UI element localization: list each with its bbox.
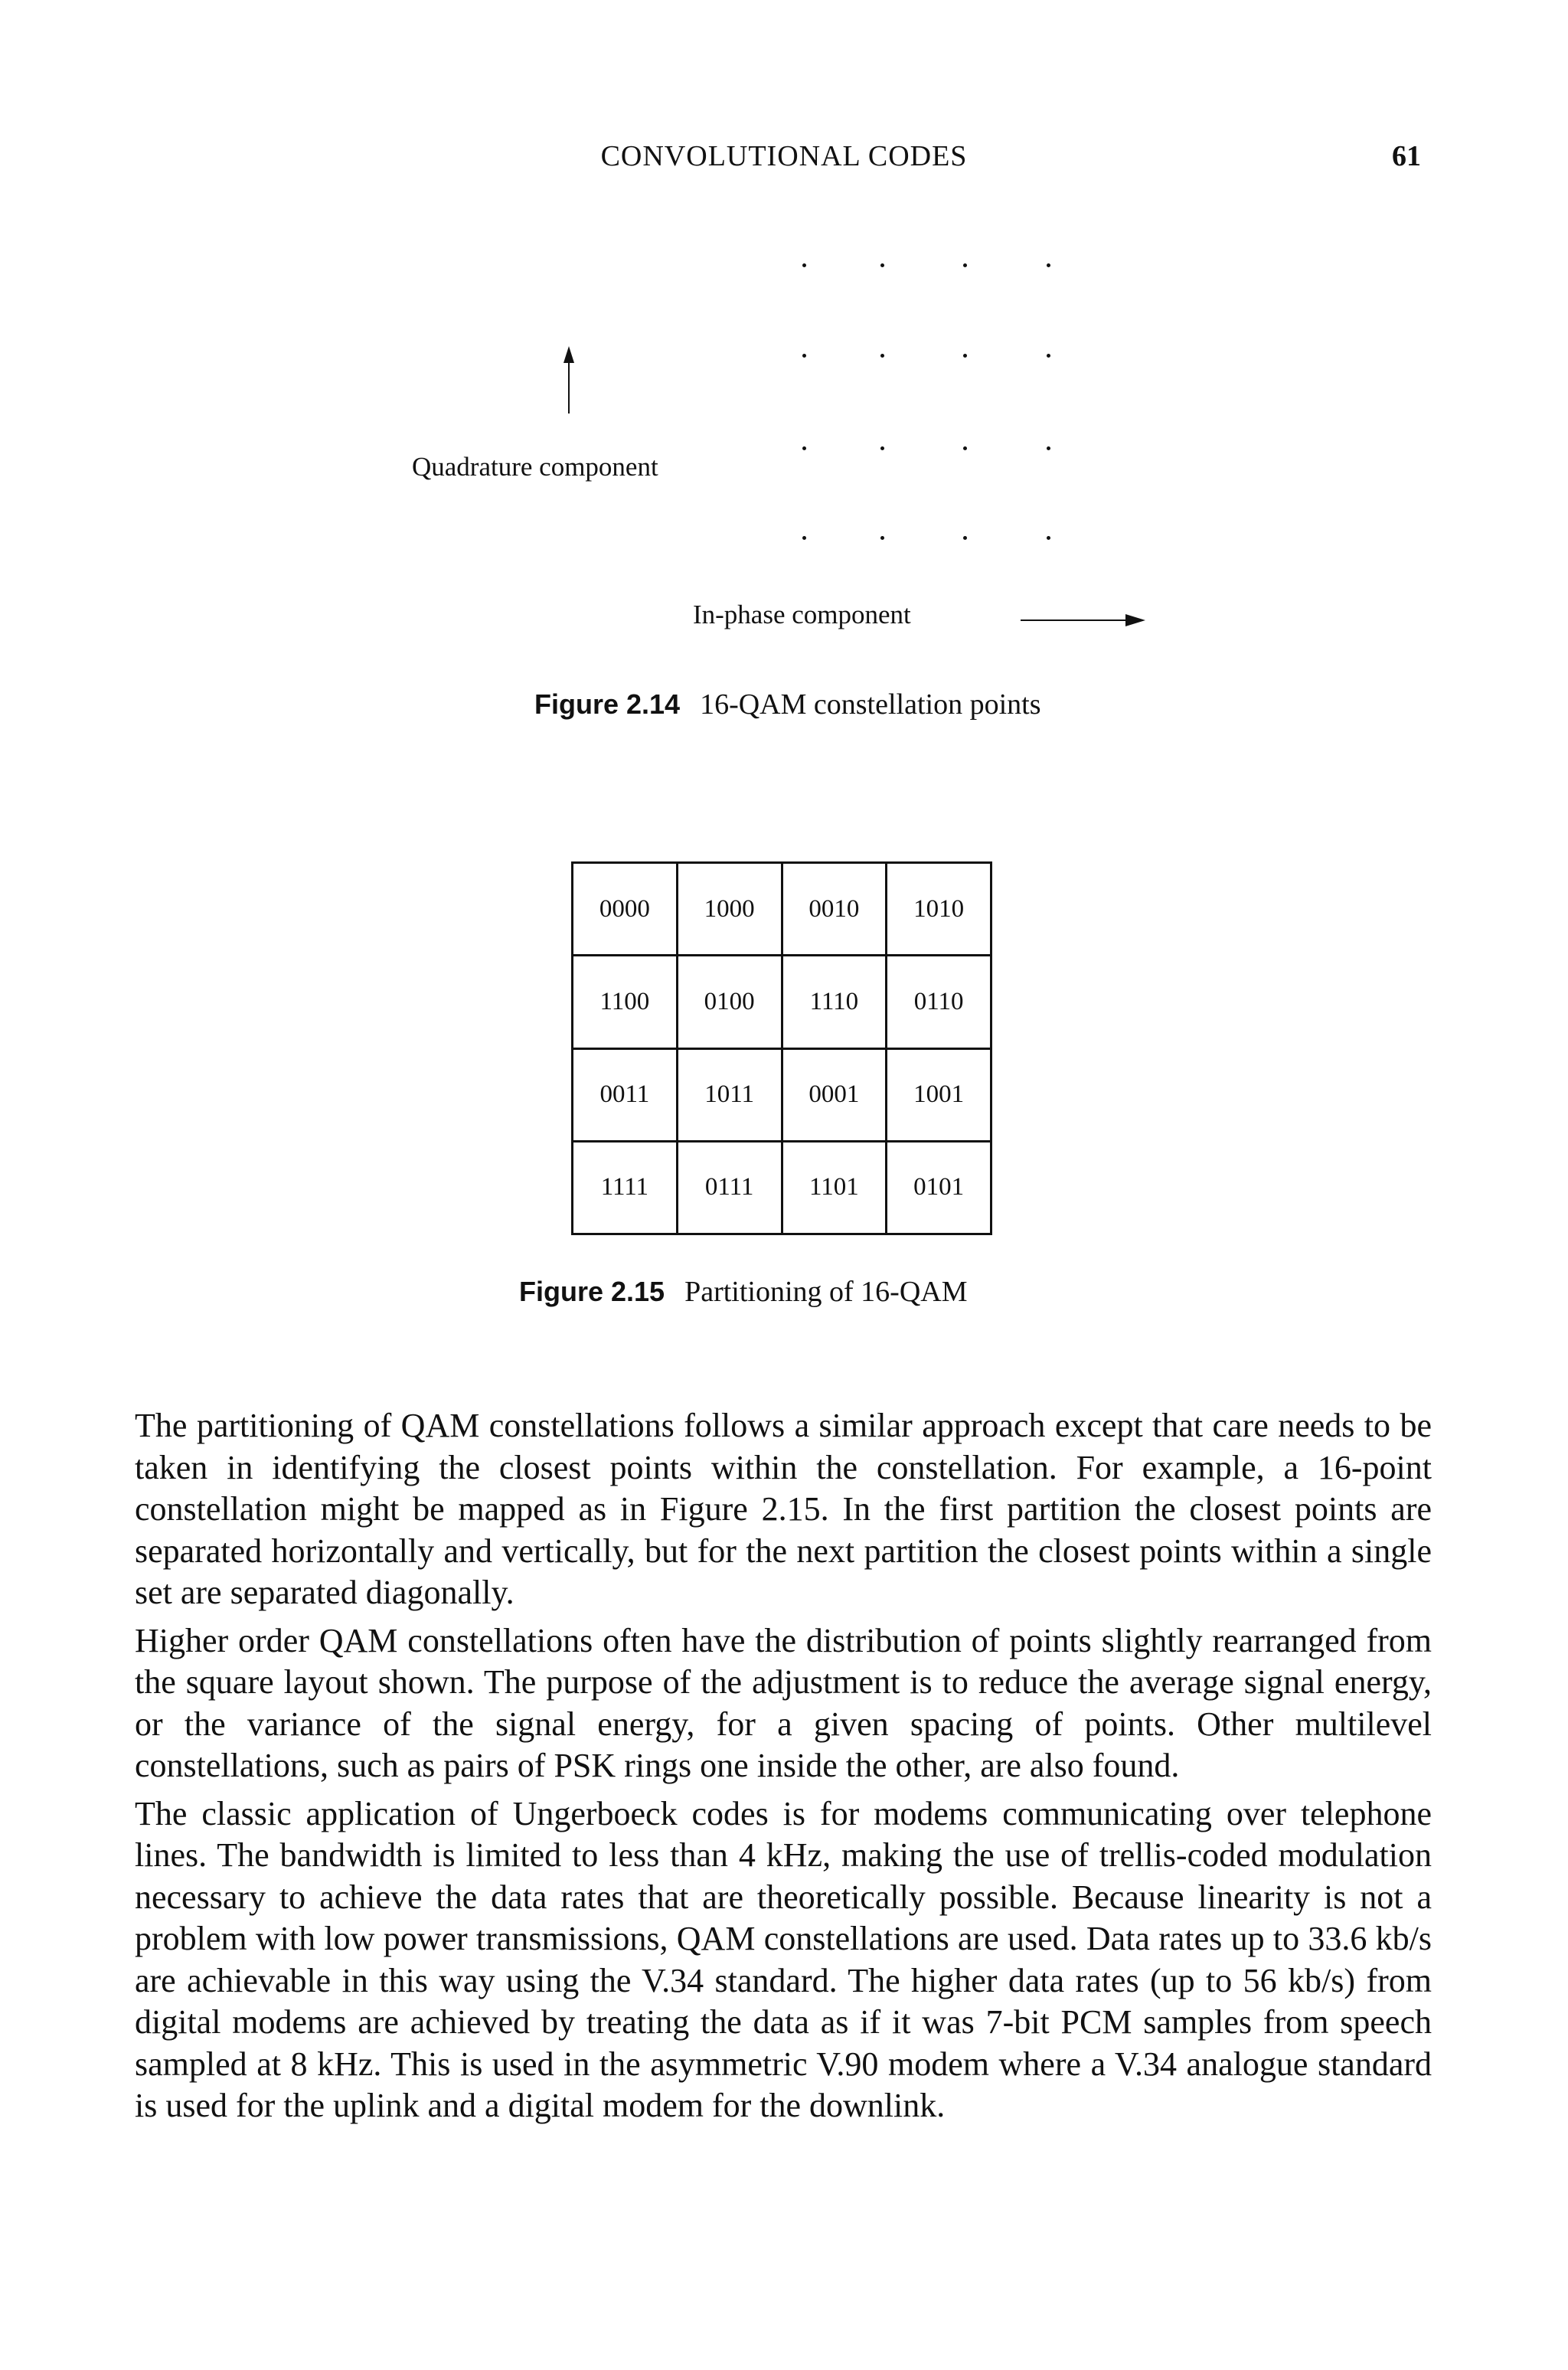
inphase-label: In-phase component <box>693 600 911 629</box>
running-title: CONVOLUTIONAL CODES <box>600 140 968 172</box>
constellation-point <box>1047 536 1050 540</box>
constellation-point <box>1047 263 1050 267</box>
right-arrow-icon <box>1125 614 1145 626</box>
constellation-point <box>880 263 884 267</box>
constellation-point <box>802 446 806 450</box>
grid-cell: 0011 <box>573 1048 678 1141</box>
grid-cell: 1100 <box>573 956 678 1048</box>
quadrature-label: Quadrature component <box>412 452 658 482</box>
grid-cell: 0111 <box>677 1141 782 1234</box>
grid-cell: 0100 <box>677 956 782 1048</box>
constellation-point <box>963 536 967 540</box>
constellation-point <box>880 446 884 450</box>
grid-cell: 0101 <box>887 1141 991 1234</box>
grid-cell: 0110 <box>887 956 991 1048</box>
figure-label: Figure 2.15 <box>519 1276 665 1307</box>
grid-row <box>573 1141 991 1234</box>
grid-cell: 0001 <box>782 1048 887 1141</box>
constellation-point <box>1047 354 1050 358</box>
constellation-point <box>802 354 806 358</box>
figure-2-14 <box>0 0 1568 766</box>
figure-2-15-caption <box>519 1275 968 1309</box>
grid-cell: 1001 <box>887 1048 991 1141</box>
constellation-point <box>963 263 967 267</box>
grid-cell: 1111 <box>573 1141 678 1234</box>
grid-cell: 1101 <box>782 1141 887 1234</box>
figure-caption-text: 16-QAM constellation points <box>700 688 1041 721</box>
constellation-point <box>963 354 967 358</box>
grid-cell: 1110 <box>782 956 887 1048</box>
constellation-point <box>963 446 967 450</box>
constellation-point <box>880 536 884 540</box>
page-number: 61 <box>1392 140 1421 172</box>
grid-cell: 1010 <box>887 863 991 956</box>
inphase-axis-line <box>1021 619 1128 621</box>
quadrature-axis-line <box>568 360 570 414</box>
paragraph: Higher order QAM constellations often have the distribution of points slightly rearranged from the square layout shown. The purpose of the adjustment is to reduce the average signal energy, or the variance of the signal energy, for a given spacing of points. Other multilevel constellations, such as pairs of PSK rings one inside the other, are also found. <box>135 1621 1432 1784</box>
paragraph: The partitioning of QAM constellations follows a similar approach except that care needs to be taken in identifying the closest points within the constellation. For example, a 16-point constellation might be mapped as in Figure 2.15. In the first partition the closest points are separated horizontally and vertically, but for the next partition the closest points within a single set are separated diagonally. <box>135 1407 1432 1611</box>
body-text <box>135 1405 1432 2133</box>
figure-caption-text: Partitioning of 16-QAM <box>684 1276 968 1308</box>
figure-label: Figure 2.14 <box>534 688 681 720</box>
grid-cell: 1011 <box>677 1048 782 1141</box>
grid-row <box>573 956 991 1048</box>
grid-cell: 1000 <box>677 863 782 956</box>
grid-cell: 0010 <box>782 863 887 956</box>
grid-cell: 0000 <box>573 863 678 956</box>
paragraph: The classic application of Ungerboeck codes is for modems communicating over telephone lines. The bandwidth is limited to less than 4 kHz, making the use of trellis-coded modulation necessary to achieve the data rates that are theoretically possible. Because linearity is not a problem with low power transmissions, QAM constellations are used. Data rates up to 33.6 kb/s are achievable in this way using the V.34 standard. The higher data rates (up to 56 kb/s) from digital modems are achieved by treating the data as if it was 7-bit PCM samples from speech sampled at 8 kHz. This is used in the asymmetric V.90 modem where a V.34 analogue standard is used for the uplink and a digital modem for the downlink. <box>135 1794 1432 2124</box>
qam-partition-grid <box>571 861 992 1235</box>
constellation-point <box>880 354 884 358</box>
figure-2-14-caption <box>534 688 1040 721</box>
constellation-point <box>802 263 806 267</box>
grid-row <box>573 863 991 956</box>
constellation-point <box>1047 446 1050 450</box>
grid-row <box>573 1048 991 1141</box>
constellation-point <box>802 536 806 540</box>
